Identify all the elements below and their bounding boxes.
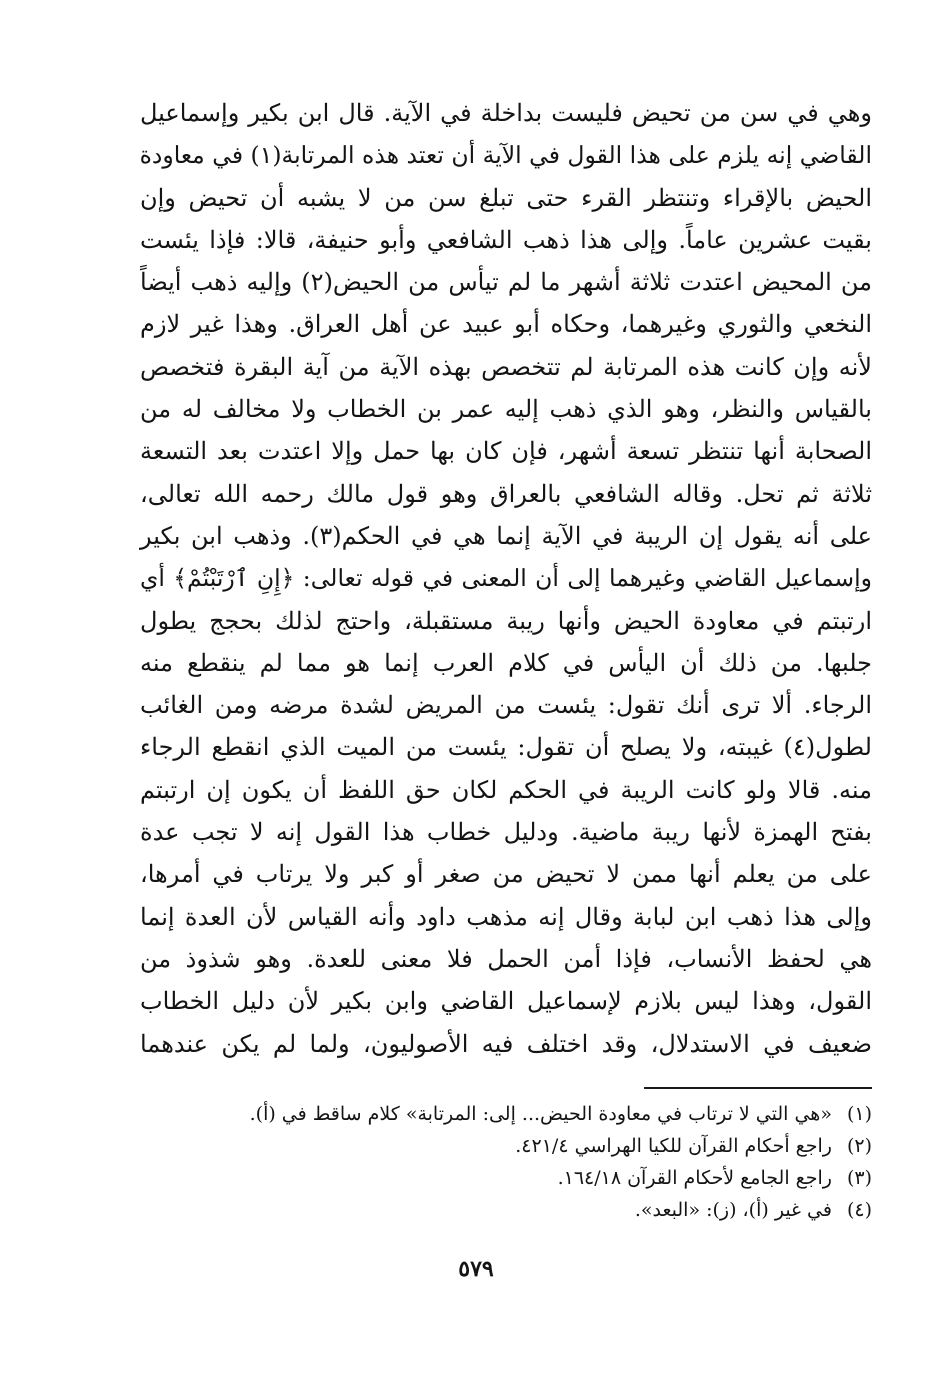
footnotes — [140, 1098, 872, 1226]
footnote-number: (٢) — [846, 1135, 872, 1157]
footnote-number: (١) — [846, 1103, 872, 1125]
text-line: الرجاء. ألا ترى أنك تقول: يئست من المريض لشدة مرضه ومن الغائب — [140, 691, 872, 720]
footnote-number: (٣) — [846, 1167, 872, 1189]
text-line: بفتح الهمزة لأنها ريبة ماضية. ودليل خطاب هذا القول إنه لا تجب عدة — [140, 818, 872, 847]
page-number: ٥٧٩ — [458, 1256, 494, 1282]
text-line: لأنه وإن كانت هذه المرتابة لم تتخصص بهذه الآية من آية البقرة فتخصص — [140, 352, 872, 381]
footnote — [140, 1194, 872, 1226]
text-line: لطول(٤) غيبته، ولا يصلح أن تقول: يئست من الميت الذي انقطع الرجاء — [140, 733, 872, 762]
text-line: جلبها. من ذلك أن اليأس في كلام العرب إنما هو مما لم ينقطع منه — [140, 648, 873, 677]
text-line: وإسماعيل القاضي وغيرهما إلى أن المعنى في قوله تعالى: ﴿إِنِ ٱرْتَبْتُمْ﴾ أي — [140, 564, 872, 593]
text-line: القول، وهذا ليس بلازم لإسماعيل القاضي وابن بكير لأن دليل الخطاب — [140, 987, 872, 1016]
footnote-divider — [644, 1087, 872, 1089]
text-line: على أنه يقول إن الريبة في الآية إنما هي في الحكم(٣). وذهب ابن بكير — [140, 521, 872, 550]
footnote-text: «هي التي لا ترتاب في معاودة الحيض... إلى: المرتابة» كلام ساقط في (أ). — [249, 1103, 832, 1125]
text-line: بقيت عشرين عاماً. وإلى هذا ذهب الشافعي وأبو حنيفة، قالا: فإذا يئست — [140, 225, 872, 254]
text-line: الصحابة أنها تنتظر تسعة أشهر، فإن كان بها حمل وإلا اعتدت بعد التسعة — [140, 437, 872, 466]
main-text — [140, 92, 872, 1065]
text-line: القاضي إنه يلزم على هذا القول في الآية أن تعتد هذه المرتابة(١) في معاودة — [139, 141, 872, 170]
footnote-number: (٤) — [846, 1199, 872, 1221]
footnote — [140, 1130, 872, 1162]
footnote-text: راجع الجامع لأحكام القرآن ١٦٤/١٨. — [557, 1167, 832, 1189]
text-line: وإلى هذا ذهب ابن لبابة وقال إنه مذهب داود وأنه القياس لأن العدة إنما — [140, 902, 872, 931]
text-line: من المحيض اعتدت ثلاثة أشهر ما لم تيأس من الحيض(٢) وإليه ذهب أيضاً — [140, 268, 873, 297]
text-line: منه. قالا ولو كانت الريبة في الحكم لكان حق اللفظ أن يكون إن ارتبتم — [140, 775, 872, 804]
text-line: بالقياس والنظر، وهو الذي ذهب إليه عمر بن الخطاب ولا مخالف له من — [140, 395, 872, 424]
text-line: ثلاثة ثم تحل. وقاله الشافعي بالعراق وهو قول مالك رحمه الله تعالى، — [140, 479, 872, 508]
footnote — [140, 1162, 872, 1194]
text-line: وهي في سن من تحيض فليست بداخلة في الآية. قال ابن بكير وإسماعيل — [140, 99, 872, 127]
text-line: على من يعلم أنها ممن لا تحيض من صغر أو كبر ولا يرتاب في أمرها، — [140, 860, 872, 889]
text-line: الحيض بالإقراء وتنتظر القرء حتى تبلغ سن من لا يشبه أن تحيض وإن — [140, 183, 872, 212]
text-line: ضعيف في الاستدلال، وقد اختلف فيه الأصوليون، ولما لم يكن عندهما — [140, 1029, 872, 1058]
footnote-text: في غير (أ)، (ز): «البعد». — [634, 1199, 832, 1221]
text-line: هي لحفظ الأنساب، فإذا أمن الحمل فلا معنى للعدة. وهو شذوذ من — [140, 944, 872, 973]
footnote — [140, 1098, 872, 1130]
text-line: ارتبتم في معاودة الحيض وأنها ريبة مستقبلة، واحتج لذلك بحجج يطول — [140, 606, 872, 635]
text-line: النخعي والثوري وغيرهما، وحكاه أبو عبيد عن أهل العراق. وهذا غير لازم — [140, 310, 872, 339]
footnote-text: راجع أحكام القرآن للكيا الهراسي ٤٢١/٤. — [515, 1135, 832, 1157]
